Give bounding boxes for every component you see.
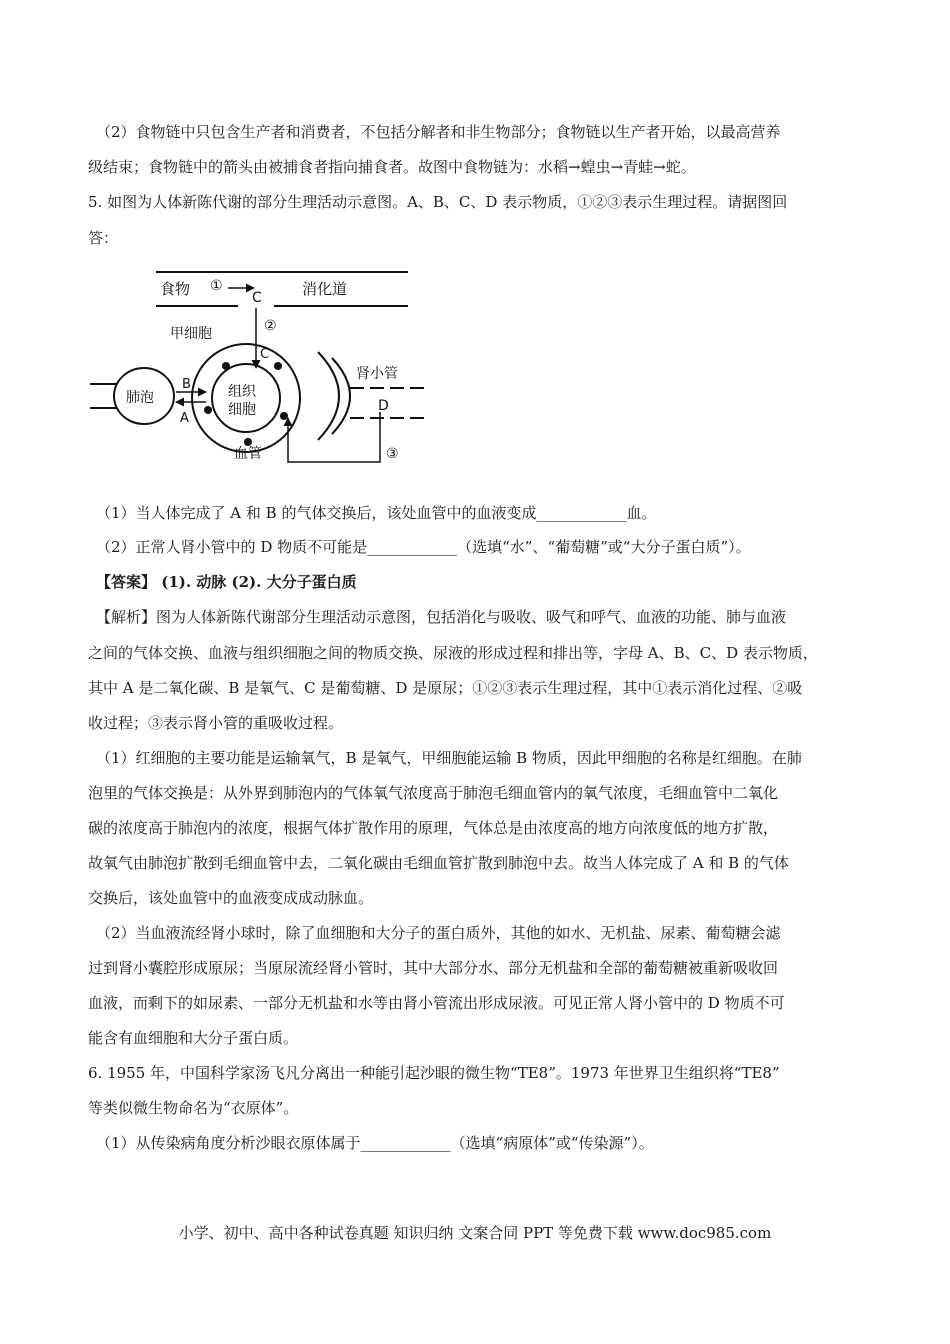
substance-a-label: A [180, 411, 189, 426]
alveolus-label: 肺泡 [126, 390, 154, 406]
paragraph: （2）当血液流经肾小球时，除了血细胞和大分子的蛋白质外，其他的如水、无机盐、尿素、葡萄糖会滤 [96, 924, 781, 942]
paragraph: （1）红细胞的主要功能是运输氧气，B 是氧气，甲细胞能运输 B 物质，因此甲细胞的名称是红细胞。在肺 [96, 749, 802, 767]
tissue-cell-label-2: 细胞 [228, 402, 256, 418]
paragraph: 碳的浓度高于肺泡内的浓度，根据气体扩散作用的原理，气体总是由浓度高的地方向浓度低的地方扩散， [88, 819, 779, 837]
blood-vessel-label: 血管 [234, 446, 262, 462]
step-3-label: ③ [386, 446, 399, 462]
paragraph: 级结束；食物链中的箭头由被捕食者指向捕食者。故图中食物链为：水稻→蝗虫→青蛙→蛇。 [88, 158, 696, 176]
paragraph: 其中 A 是二氧化碳、B 是氧气、C 是葡萄糖、D 是原尿；①②③表示生理过程，其中①表示消化过程、②吸 [88, 679, 803, 697]
renal-tubule-label: 肾小管 [356, 366, 398, 382]
question-5-2: （2）正常人肾小管中的 D 物质不可能是____________（选填“水”、“葡萄糖”或“大分子蛋白质”）。 [96, 538, 751, 556]
tissue-cell-label-1: 组织 [228, 384, 256, 400]
step-2-label: ② [264, 318, 277, 334]
metabolism-diagram [88, 262, 448, 468]
digestive-tract-label: 消化道 [302, 280, 348, 298]
substance-c-label-2: C [260, 347, 270, 362]
paragraph: 收过程；③表示肾小管的重吸收过程。 [88, 714, 344, 732]
paragraph: （2）食物链中只包含生产者和消费者，不包括分解者和非生物部分；食物链以生产者开始，以最高营养 [96, 123, 781, 141]
paragraph: 交换后，该处血管中的血液变成成动脉血。 [88, 889, 374, 907]
substance-b-label: B [182, 377, 191, 392]
substance-d-label: D [378, 398, 389, 414]
question-5-1: （1）当人体完成了 A 和 B 的气体交换后，该处血管中的血液变成____________血。 [96, 504, 657, 522]
paragraph: 血液，而剩下的如尿素、一部分无机盐和水等由肾小管流出形成尿液。可见正常人肾小管中的 D 物质不可 [88, 994, 785, 1012]
page-footer: 小学、初中、高中各种试卷真题 知识归纳 文案合同 PPT 等免费下载 www.doc985.com [178, 1224, 772, 1242]
analysis-line: 【解析】图为人体新陈代谢部分生理活动示意图，包括消化与吸收、吸气和呼气、血液的功能、肺与血液 [96, 608, 787, 626]
question-6-1: （1）从传染病角度分析沙眼衣原体属于____________（选填“病原体”或“传染源”）。 [96, 1134, 654, 1152]
question-6: 6. 1955 年，中国科学家汤飞凡分离出一种能引起沙眼的微生物“TE8”。1973 年世界卫生组织将“TE8” [88, 1064, 780, 1082]
question-5: 5. 如图为人体新陈代谢的部分生理活动示意图。A、B、C、D 表示物质，①②③表示生理过程。请据图回 [88, 193, 788, 211]
paragraph: 泡里的气体交换是：从外界到肺泡内的气体氧气浓度高于肺泡毛细血管内的氧气浓度，毛细血管中二氧化 [88, 784, 779, 802]
cell-jia-label: 甲细胞 [170, 326, 212, 342]
answer-line: 【答案】 (1). 动脉 (2). 大分子蛋白质 [96, 573, 357, 591]
paragraph: 故氧气由肺泡扩散到毛细血管中去，二氧化碳由毛细血管扩散到肺泡中去。故当人体完成了 A 和 B 的气体 [88, 854, 789, 872]
paragraph: 能含有血细胞和大分子蛋白质。 [88, 1029, 299, 1047]
paragraph: 过到肾小囊腔形成原尿；当原尿流经肾小管时，其中大部分水、部分无机盐和全部的葡萄糖被重新吸收回 [88, 959, 779, 977]
food-label: 食物 [160, 280, 191, 298]
paragraph: 之间的气体交换、血液与组织细胞之间的物质交换、尿液的形成过程和排出等，字母 A、B、C、D 表示物质， [88, 644, 818, 662]
substance-c-label: C [252, 290, 262, 306]
paragraph: 等类似微生物命名为“衣原体”。 [88, 1099, 299, 1117]
step-1-label: ① [210, 278, 223, 294]
paragraph: 答： [88, 229, 119, 247]
